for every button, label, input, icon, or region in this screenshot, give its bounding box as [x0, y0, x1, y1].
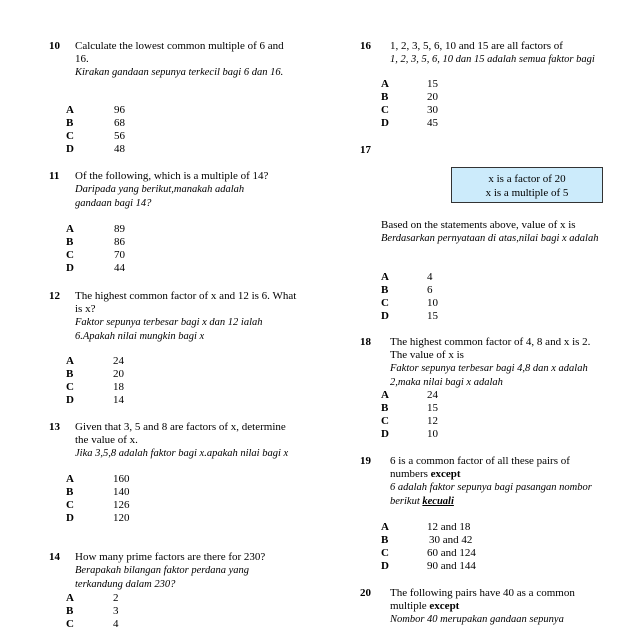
- option-letter: A: [66, 104, 74, 116]
- option-value: 120: [113, 512, 130, 524]
- question-keyword-malay: kecuali: [422, 495, 454, 507]
- question-text-english: The highest common factor of x and 12 is 6. What is x?: [75, 290, 297, 315]
- question-text-malay: Daripada yang berikut,manakah adalah gandaan bagi 14?: [75, 184, 245, 209]
- option-letter: A: [381, 78, 389, 90]
- question-text-malay: Nombor 40 merupakan gandaan sepunya: [390, 614, 564, 625]
- question-number: 11: [49, 170, 60, 182]
- option-letter: B: [66, 486, 74, 498]
- question-10: [49, 40, 299, 80]
- question-text-english: Of the following, which is a multiple of 14?: [75, 170, 269, 182]
- option-value: 4: [427, 271, 433, 283]
- option-value: 4: [113, 618, 119, 630]
- option-letter: B: [381, 534, 389, 546]
- statement-line-1: x is a factor of 20: [488, 173, 566, 185]
- option-letter: B: [66, 236, 74, 248]
- question-number: 13: [49, 421, 60, 433]
- question-text-english: [390, 587, 600, 613]
- option-value: 3: [113, 605, 119, 617]
- option-value: 86: [114, 236, 125, 248]
- option-letter: C: [66, 130, 74, 142]
- option-letter: A: [381, 521, 389, 533]
- option-value: 96: [114, 104, 125, 116]
- question-text-english: How many prime factors are there for 230?: [75, 551, 266, 563]
- option-letter: C: [66, 618, 74, 630]
- question-12: [49, 290, 299, 343]
- question-19: [360, 455, 610, 508]
- question-text-english-main: The following pairs have 40 as a common multiple: [390, 587, 575, 612]
- option-letter: C: [381, 415, 389, 427]
- question-text-english: The highest common factor of 4, 8 and x is 2. The value of x is: [390, 336, 591, 361]
- question-number: 18: [360, 336, 371, 348]
- option-value: 10: [427, 428, 438, 440]
- option-letter: D: [66, 394, 74, 406]
- option-letter: B: [381, 91, 389, 103]
- question-text-malay: Berdasarkan pernyataan di atas,nilai bagi x adalah: [381, 233, 599, 244]
- option-letter: B: [66, 117, 74, 129]
- option-letter: C: [66, 249, 74, 261]
- option-value: 68: [114, 117, 125, 129]
- option-value: 30: [427, 104, 438, 116]
- option-value: 56: [114, 130, 125, 142]
- question-text-english: 1, 2, 3, 5, 6, 10 and 15 are all factors of: [390, 40, 563, 52]
- question-keyword-english: except: [429, 600, 460, 612]
- option-value: 30 and 42: [429, 534, 473, 546]
- option-value: 89: [114, 223, 125, 235]
- option-letter: A: [66, 223, 74, 235]
- option-letter: A: [66, 592, 74, 604]
- option-letter: A: [381, 389, 389, 401]
- option-letter: D: [66, 143, 74, 155]
- question-text-malay: 1, 2, 3, 5, 6, 10 dan 15 adalah semua faktor bagi: [390, 54, 595, 65]
- option-value: 20: [427, 91, 438, 103]
- question-18: [360, 336, 610, 389]
- option-value: 15: [427, 402, 438, 414]
- question-text-english: Given that 3, 5 and 8 are factors of x, determine the value of x.: [75, 421, 286, 446]
- question-text-malay: Faktor sepunya terbesar bagi 4,8 dan x adalah 2,maka nilai bagi x adalah: [390, 363, 588, 388]
- question-text-malay: [390, 481, 595, 508]
- question-17-text: [381, 219, 606, 246]
- option-letter: B: [381, 284, 389, 296]
- question-number: 16: [360, 40, 371, 52]
- option-letter: C: [66, 381, 74, 393]
- option-letter: C: [381, 547, 389, 559]
- option-value: 90 and 144: [427, 560, 476, 572]
- question-text-malay: Kirakan gandaan sepunya terkecil bagi 6 dan 16.: [75, 67, 284, 78]
- question-text-english: Calculate the lowest common multiple of 6 and 16.: [75, 40, 284, 65]
- option-value: 2: [113, 592, 119, 604]
- option-letter: C: [66, 499, 74, 511]
- option-value: 12 and 18: [427, 521, 471, 533]
- question-number: 14: [49, 551, 60, 563]
- question-number: 17: [360, 144, 371, 156]
- statement-line-2: x is a multiple of 5: [485, 187, 569, 199]
- option-value: 14: [113, 394, 124, 406]
- option-letter: B: [66, 368, 74, 380]
- option-letter: D: [381, 117, 389, 129]
- option-letter: D: [381, 560, 389, 572]
- question-text-english-main: 6 is a common factor of all these pairs of numbers: [390, 455, 570, 480]
- option-value: 20: [113, 368, 124, 380]
- question-text-english: Based on the statements above, value of x is: [381, 219, 576, 231]
- question-number: 12: [49, 290, 60, 302]
- statement-box: [451, 167, 603, 203]
- option-value: 24: [113, 355, 124, 367]
- question-11: [49, 170, 299, 210]
- option-letter: D: [381, 310, 389, 322]
- option-value: 140: [113, 486, 130, 498]
- option-value: 45: [427, 117, 438, 129]
- option-value: 48: [114, 143, 125, 155]
- option-letter: D: [66, 512, 74, 524]
- option-value: 15: [427, 78, 438, 90]
- option-letter: B: [381, 402, 389, 414]
- question-16: [360, 40, 610, 67]
- option-value: 126: [113, 499, 130, 511]
- question-text-malay-main: 6 adalah faktor sepunya bagi pasangan nombor berikut: [390, 482, 592, 507]
- option-value: 15: [427, 310, 438, 322]
- option-letter: C: [381, 297, 389, 309]
- option-value: 44: [114, 262, 125, 274]
- option-value: 70: [114, 249, 125, 261]
- option-letter: B: [66, 605, 74, 617]
- option-value: 18: [113, 381, 124, 393]
- question-text-malay: Berapakah bilangan faktor perdana yang terkandung dalam 230?: [75, 565, 250, 590]
- question-number: 10: [49, 40, 60, 52]
- option-letter: A: [66, 355, 74, 367]
- option-value: 10: [427, 297, 438, 309]
- question-13: [49, 421, 289, 461]
- question-text-malay: Jika 3,5,8 adalah faktor bagi x.apakah nilai bagi x: [75, 448, 289, 459]
- option-letter: A: [381, 271, 389, 283]
- question-keyword-english: except: [430, 468, 461, 480]
- question-number: 19: [360, 455, 371, 467]
- option-value: 60 and 124: [427, 547, 476, 559]
- option-value: 6: [427, 284, 433, 296]
- question-20: [360, 587, 610, 627]
- option-letter: C: [381, 104, 389, 116]
- option-value: 12: [427, 415, 438, 427]
- question-14: [49, 551, 299, 591]
- option-letter: A: [66, 473, 74, 485]
- question-number: 20: [360, 587, 371, 599]
- option-letter: D: [381, 428, 389, 440]
- question-text-english: [390, 455, 595, 481]
- option-letter: D: [66, 262, 74, 274]
- option-value: 160: [113, 473, 130, 485]
- question-text-malay: Faktor sepunya terbesar bagi x dan 12 ialah 6.Apakah nilai mungkin bagi x: [75, 317, 263, 342]
- option-value: 24: [427, 389, 438, 401]
